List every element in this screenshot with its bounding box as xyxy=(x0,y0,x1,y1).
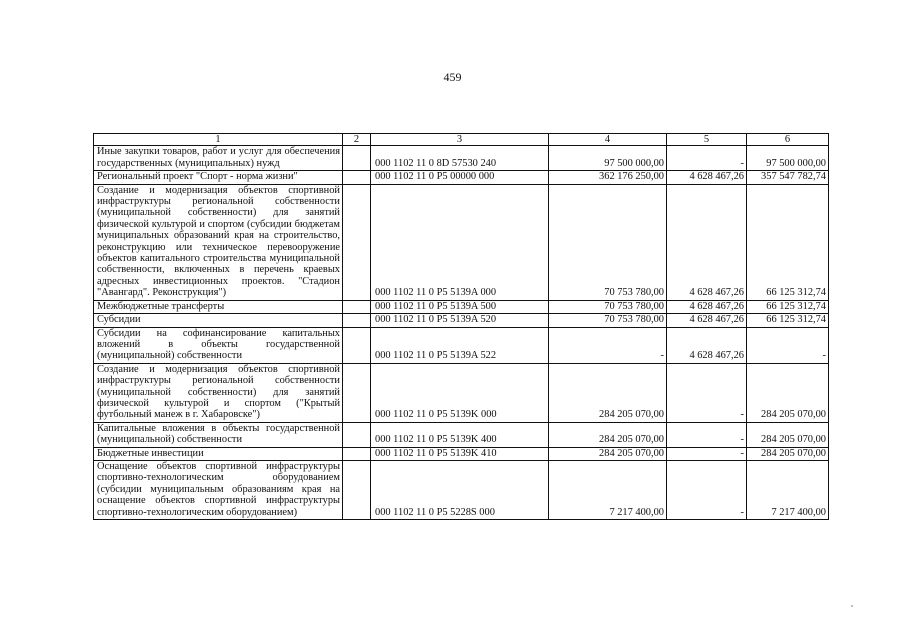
column-2-cell xyxy=(343,171,371,184)
row-name-cell: Оснащение объектов спортивной инфраструктуры спортивно-технологическим оборудованием (субсидии муниципальным образованиям края на оснащение объектов спортивной инфраструктуры спортивно-технологическим оборудованием) xyxy=(94,460,343,519)
row-name-cell: Создание и модернизация объектов спортивной инфраструктуры региональной собственности (муниципальной собственности) для занятий физической культурой и спортом (субсидии бюджетам муниципальных образований края на строительство, реконструкцию или техническое перевооружение объектов капитального строительства муниципальной собственности, включенных в перечень краевых адресных инвестиционных проектов. "Стадион "Авангард". Реконструкция") xyxy=(94,184,343,300)
amount-col4-cell: 284 205 070,00 xyxy=(549,363,667,422)
column-2-cell xyxy=(343,300,371,313)
amount-col6-cell: 66 125 312,74 xyxy=(747,300,829,313)
amount-col5-cell: 4 628 467,26 xyxy=(667,314,747,327)
budget-code-cell: 000 1102 11 0 P5 5139K 400 xyxy=(371,422,549,447)
row-name-cell: Создание и модернизация объектов спортивной инфраструктуры региональной собственности (муниципальной собственности) для занятий физической культурой и спортом ("Крытый футбольный манеж в г. Хабаровске") xyxy=(94,363,343,422)
amount-col6-cell: - xyxy=(747,327,829,363)
row-name-cell: Субсидии xyxy=(94,314,343,327)
budget-code-cell: 000 1102 11 0 P5 5228S 000 xyxy=(371,460,549,519)
amount-col5-cell: 4 628 467,26 xyxy=(667,327,747,363)
amount-col6-cell: 66 125 312,74 xyxy=(747,314,829,327)
amount-col5-cell: 4 628 467,26 xyxy=(667,184,747,300)
amount-col5-cell: 4 628 467,26 xyxy=(667,300,747,313)
amount-col5-cell: - xyxy=(667,146,747,171)
budget-code-cell: 000 1102 11 0 P5 5139A 000 xyxy=(371,184,549,300)
budget-table xyxy=(93,133,829,520)
budget-code-cell: 000 1102 11 0 8D 57530 240 xyxy=(371,146,549,171)
column-2-cell xyxy=(343,146,371,171)
amount-col5-cell: - xyxy=(667,447,747,460)
budget-code-cell: 000 1102 11 0 P5 5139K 410 xyxy=(371,447,549,460)
column-header: 6 xyxy=(747,134,829,146)
table-row xyxy=(94,327,829,363)
amount-col4-cell: 70 753 780,00 xyxy=(549,300,667,313)
table-header-row xyxy=(94,134,829,146)
table-body xyxy=(94,134,829,520)
table-row xyxy=(94,146,829,171)
budget-code-cell: 000 1102 11 0 P5 5139A 522 xyxy=(371,327,549,363)
amount-col4-cell: 70 753 780,00 xyxy=(549,314,667,327)
column-header: 3 xyxy=(371,134,549,146)
row-name-cell: Межбюджетные трансферты xyxy=(94,300,343,313)
amount-col6-cell: 284 205 070,00 xyxy=(747,447,829,460)
column-header: 5 xyxy=(667,134,747,146)
amount-col6-cell: 7 217 400,00 xyxy=(747,460,829,519)
table-row xyxy=(94,447,829,460)
row-name-cell: Региональный проект "Спорт - норма жизни" xyxy=(94,171,343,184)
amount-col6-cell: 357 547 782,74 xyxy=(747,171,829,184)
column-header: 4 xyxy=(549,134,667,146)
amount-col5-cell: - xyxy=(667,363,747,422)
amount-col4-cell: 362 176 250,00 xyxy=(549,171,667,184)
column-2-cell xyxy=(343,447,371,460)
column-header: 2 xyxy=(343,134,371,146)
row-name-cell: Субсидии на софинансирование капитальных вложений в объекты государственной (муниципальной) собственности xyxy=(94,327,343,363)
page-number: 459 xyxy=(443,70,462,84)
amount-col4-cell: 284 205 070,00 xyxy=(549,422,667,447)
table-row xyxy=(94,314,829,327)
budget-code-cell: 000 1102 11 0 P5 5139K 000 xyxy=(371,363,549,422)
column-2-cell xyxy=(343,327,371,363)
budget-code-cell: 000 1102 11 0 P5 00000 000 xyxy=(371,171,549,184)
amount-col5-cell: - xyxy=(667,422,747,447)
budget-code-cell: 000 1102 11 0 P5 5139A 520 xyxy=(371,314,549,327)
amount-col6-cell: 97 500 000,00 xyxy=(747,146,829,171)
amount-col6-cell: 284 205 070,00 xyxy=(747,422,829,447)
column-2-cell xyxy=(343,184,371,300)
amount-col5-cell: - xyxy=(667,460,747,519)
amount-col6-cell: 284 205 070,00 xyxy=(747,363,829,422)
amount-col4-cell: 70 753 780,00 xyxy=(549,184,667,300)
column-2-cell xyxy=(343,460,371,519)
row-name-cell: Бюджетные инвестиции xyxy=(94,447,343,460)
table-row xyxy=(94,184,829,300)
amount-col4-cell: 284 205 070,00 xyxy=(549,447,667,460)
table-row xyxy=(94,422,829,447)
column-2-cell xyxy=(343,314,371,327)
column-2-cell xyxy=(343,422,371,447)
amount-col5-cell: 4 628 467,26 xyxy=(667,171,747,184)
row-name-cell: Иные закупки товаров, работ и услуг для обеспечения государственных (муниципальных) нужд xyxy=(94,146,343,171)
amount-col4-cell: - xyxy=(549,327,667,363)
table-row xyxy=(94,300,829,313)
amount-col4-cell: 97 500 000,00 xyxy=(549,146,667,171)
column-2-cell xyxy=(343,363,371,422)
column-header: 1 xyxy=(94,134,343,146)
amount-col4-cell: 7 217 400,00 xyxy=(549,460,667,519)
amount-col6-cell: 66 125 312,74 xyxy=(747,184,829,300)
table-row xyxy=(94,363,829,422)
row-name-cell: Капитальные вложения в объекты государственной (муниципальной) собственности xyxy=(94,422,343,447)
table-row xyxy=(94,460,829,519)
scan-speck xyxy=(851,605,853,607)
table-row xyxy=(94,171,829,184)
budget-code-cell: 000 1102 11 0 P5 5139A 500 xyxy=(371,300,549,313)
